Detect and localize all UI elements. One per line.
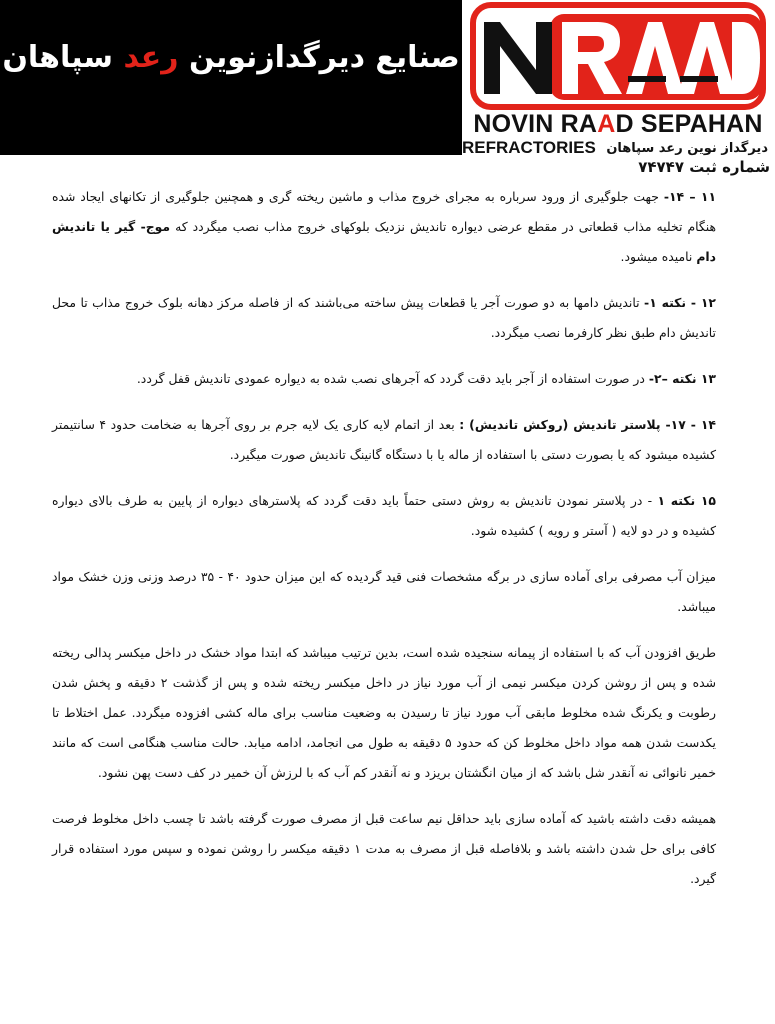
paragraph-5 [52, 486, 716, 546]
logo-wordmark-part2: D SEPAHAN [615, 110, 763, 138]
paragraph-term: موج- گیر یا تاندیش دام [52, 219, 716, 264]
paragraph-text-end: نامیده میشود. [620, 249, 697, 264]
paragraph-lead: ۱۴ - ۱۷- پلاستر تاندیش (روکش تاندیش) : [459, 417, 716, 432]
company-title-part1: صنایع دیرگدازنوین [178, 40, 460, 75]
paragraph-text: همیشه دقت داشته باشید که آماده سازی باید حداقل نیم ساعت قبل از مصرف صورت گرفته باشد تا چسب داخل مخلوط فرصت کافی برای حل شدن داشته باشد و بلافاصله قبل از مصرف به مدت ۱ دقیقه میکسر را روشن نموده و سپس مورد استفاده قرار گیرد. [52, 811, 716, 886]
paragraph-text: در صورت استفاده از آجر باید دقت گردد که آجرهای نصب شده به دیواره عمودی تاندیش قفل گردد. [136, 371, 649, 386]
paragraph-lead: ۱۲ - نکته ۱- [644, 295, 716, 310]
paragraph-text: - در پلاستر نمودن تاندیش به روش دستی حتماً باید دقت گردد که پلاسترهای دیواره از پایین به طرف بالای دیواره کشیده و در دو لایه ( آستر و رویه ) کشیده شود. [52, 493, 716, 538]
logo-wordmark [466, 110, 770, 139]
document-body [52, 182, 716, 910]
company-title-part2: سپاهان [2, 40, 124, 75]
nrad-logo [470, 2, 766, 110]
logo-wordmark-part1: NOVIN RA [473, 110, 598, 138]
header-banner [0, 0, 462, 155]
paragraph-lead: ۱۵ نکته ۱ [657, 493, 716, 508]
registration-number: شماره ثبت ۷۴۷۴۷ [638, 158, 770, 176]
paragraph-8 [52, 804, 716, 894]
paragraph-lead: ۱۱ – ۱۴- [663, 189, 717, 204]
paragraph-text: جهت جلوگیری از ورود سرباره به مجرای خروج مذاب و ماشین ریخته گری و همچنین جلوگیری از تکانهای ایجاد شده هنگام تخلیه مذاب قطعاتی در مقطع عرضی دیواره تاندیش نزدیک بلوکهای خروج مذاب نصب میگردد که [52, 189, 717, 234]
company-title [0, 40, 462, 75]
paragraph-6 [52, 562, 716, 622]
paragraph-text: تاندیش دامها به دو صورت آجر یا قطعات پیش ساخته می‌باشند که از فاصله مرکز دهانه بلوک خروج مذاب تا محل تاندیش دام طبق نظر کارفرما نصب میگردد. [52, 295, 716, 340]
logo-subtitle [462, 137, 768, 159]
paragraph-3 [52, 364, 716, 394]
paragraph-4 [52, 410, 716, 470]
paragraph-2 [52, 288, 716, 348]
paragraph-text: طریق افزودن آب که با استفاده از پیمانه سنجیده شده است، بدین ترتیب میباشد که ابتدا مواد خشک در داخل میکسر پدالی ریخته شده و پس از روشن کردن میکسر نیمی از آب مورد نیاز در داخل میکسر ریخته شده و پس از گذشت ۲ دقیقه و پخش شدن رطوبت و یکرنگ شده مخلوط مابقی آب مورد نیاز تا رسیدن به وضعیت مناسب برای ماله کشی افزوده میگردد. عمل اختلاط تا یکدست شدن همه مواد داخل مخلوط کن که حدود ۵ دقیقه به طول می انجامد، ادامه میابد. حالت مناسب هنگامی است که مانند خمیر نانوائی نه آنقدر شل باشد که از میان انگشتان بریزد و نه آنقدر کم آب که با لرزش آن خمیر در کف دست پهن نشود. [52, 645, 716, 780]
paragraph-1 [52, 182, 716, 272]
company-title-accent: رعد [123, 40, 179, 75]
paragraph-text: میزان آب مصرفی برای آماده سازی در برگه مشخصات فنی قید گردیده که این میزان حدود ۴۰ - ۳۵ درصد وزنی وزن خشک مواد میباشد. [52, 569, 716, 614]
logo-subtitle-en: REFRACTORIES [462, 138, 596, 157]
paragraph-text: بعد از اتمام لایه کاری یک لایه جرم بر روی آجرها به ضخامت حدود ۴ سانتیمتر کشیده میشود که یا بصورت دستی با استفاده از ماله یا با دستگاه گانینگ تاندیش صورت میگیرد. [52, 417, 716, 462]
logo-wordmark-accent: A [597, 110, 616, 138]
logo-subtitle-fa: دیرگداز نوین رعد سپاهان [606, 140, 768, 156]
paragraph-7 [52, 638, 716, 788]
paragraph-lead: ۱۳ نکته –۲- [648, 371, 716, 386]
